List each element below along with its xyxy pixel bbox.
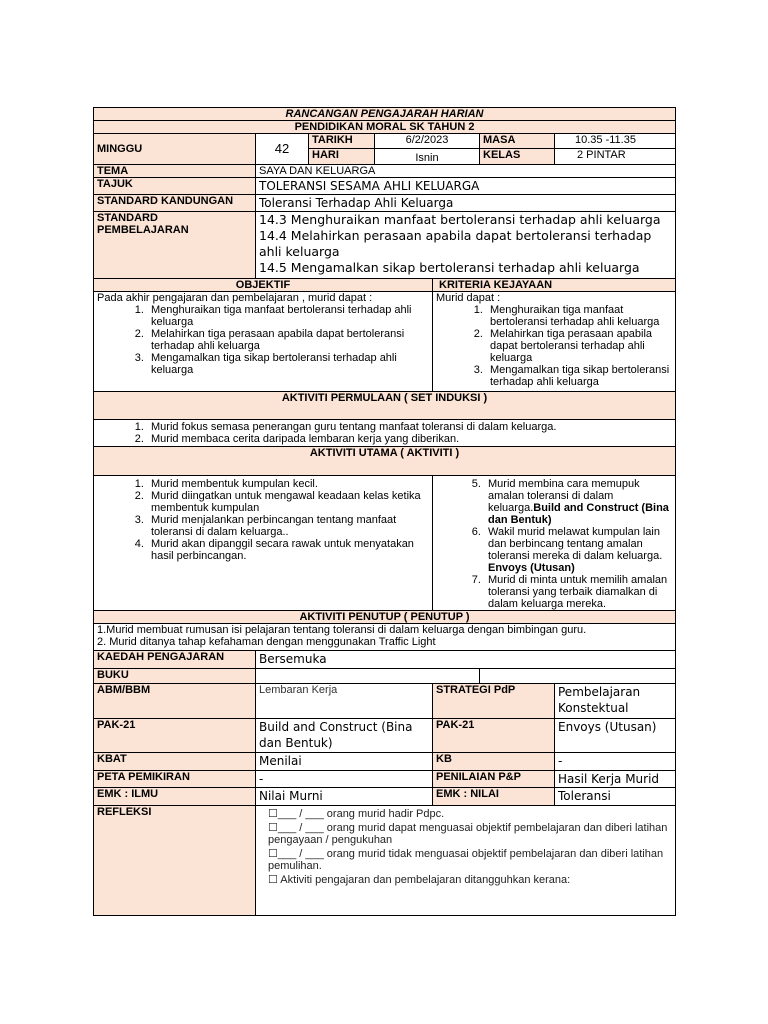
peta-label: PETA PEMIKIRAN: [94, 771, 256, 788]
hari-value: Isnin: [375, 149, 480, 165]
standard-kandungan-value: Toleransi Terhadap Ahli Keluarga: [256, 195, 676, 212]
tarikh-label: TARIKH: [309, 134, 375, 149]
sp-item: 14.4 Melahirkan perasaan apabila dapat bertoleransi terhadap ahli keluarga: [259, 228, 652, 259]
lesson-plan-table: [93, 107, 676, 916]
minggu-label: MINGGU: [94, 134, 256, 165]
utama-item: [484, 526, 672, 574]
minggu-value: 42: [256, 134, 309, 165]
objektif-item: 2. Melahirkan tiga perasaan apabila dapat bertoleransi terhadap ahli keluarga: [147, 328, 429, 352]
refleksi-cell: [256, 806, 676, 916]
document-subtitle: PENDIDIKAN MORAL SK TAHUN 2: [94, 121, 676, 134]
utama-item-strategy: Envoys (Utusan): [488, 562, 575, 574]
utama-item: 3. Murid menjalankan perbincangan tentang manfaat toleransi di dalam keluarga..: [147, 514, 429, 538]
buku-label: BUKU: [94, 669, 256, 684]
pak21-label-2: PAK-21: [433, 719, 555, 753]
refleksi-item: ☐___ / ___ orang murid dapat menguasai objektif pembelajaran dan diberi latihan pengayaan / pengukuhan: [268, 822, 668, 846]
kriteria-cell: [433, 292, 676, 392]
masa-label: MASA: [480, 134, 555, 149]
penilaian-value: Hasil Kerja Murid: [555, 771, 676, 788]
pak21-value-2: Envoys (Utusan): [555, 719, 676, 753]
tajuk-label: TAJUK: [94, 178, 256, 195]
penutup-cell: [94, 624, 676, 651]
refleksi-item: ☐ Aktiviti pengajaran dan pembelajaran ditangguhkan kerana:: [268, 874, 571, 886]
sp-item: 14.3 Menghuraikan manfaat bertoleransi terhadap ahli keluarga: [259, 212, 661, 227]
objektif-intro: Pada akhir pengajaran dan pembelajaran , murid dapat :: [97, 292, 373, 304]
emk-nilai-value: Toleransi: [555, 788, 676, 806]
permulaan-item: 2. Murid membaca cerita daripada lembaran kerja yang diberikan.: [147, 433, 672, 445]
kriteria-item: 1. Menghuraikan tiga manfaat bertoleransi terhadap ahli keluarga: [486, 304, 672, 328]
utama-item: 7. Murid di minta untuk memilih amalan toleransi yang terbaik diamalkan di dalam keluarga mereka.: [484, 574, 672, 610]
emk-ilmu-label: EMK : ILMU: [94, 788, 256, 806]
standard-kandungan-label: STANDARD KANDUNGAN: [94, 195, 256, 212]
objektif-item: 1. Menghuraikan tiga manfaat bertoleransi terhadap ahli keluarga: [147, 304, 429, 328]
kb-value: -: [555, 753, 676, 771]
tajuk-value: TOLERANSI SESAMA AHLI KELUARGA: [256, 178, 676, 195]
utama-item-strategy: Build and Construct (Bina dan Bentuk): [488, 502, 669, 526]
objektif-heading: OBJEKTIF: [94, 279, 433, 292]
kaedah-value: Bersemuka: [256, 651, 676, 669]
permulaan-cell: [94, 420, 676, 447]
kriteria-item: 2. Melahirkan tiga perasaan apabila dapat bertoleransi terhadap ahli keluarga: [486, 328, 672, 364]
standard-pembelajaran-list: [256, 212, 676, 279]
penutup-line: 2. Murid ditanya tahap kefahaman dengan menggunakan Traffic Light: [97, 636, 436, 648]
utama-item-text: Wakil murid melawat kumpulan lain dan berbincang tentang amalan toleransi mereka di dalam keluarga.: [488, 526, 663, 562]
refleksi-label: REFLEKSI: [94, 806, 256, 916]
buku-extra: [480, 669, 676, 684]
buku-value: [256, 669, 480, 684]
peta-value: -: [256, 771, 433, 788]
permulaan-heading: AKTIVITI PERMULAAN ( SET INDUKSI ): [94, 392, 676, 420]
strategi-label: STRATEGI PdP: [433, 684, 555, 719]
utama-item: 1. Murid membentuk kumpulan kecil.: [147, 478, 429, 490]
kaedah-label: KAEDAH PENGAJARAN: [94, 651, 256, 669]
abm-label: ABM/BBM: [94, 684, 256, 719]
penutup-heading: AKTIVITI PENUTUP ( PENUTUP ): [94, 611, 676, 624]
masa-value: 10.35 -11.35: [555, 134, 676, 149]
kriteria-heading: KRITERIA KEJAYAAN: [433, 279, 676, 292]
tema-value: SAYA DAN KELUARGA: [256, 165, 676, 178]
strategi-value: Pembelajaran Konstektual: [555, 684, 676, 719]
abm-value: Lembaran Kerja: [256, 684, 433, 719]
tarikh-value: 6/2/2023: [375, 134, 480, 149]
standard-pembelajaran-label: STANDARD PEMBELAJARAN: [94, 212, 256, 279]
refleksi-item: ☐___ / ___ orang murid tidak menguasai objektif pembelajaran dan diberi latihan pemulihan.: [268, 848, 664, 872]
kbat-label: KBAT: [94, 753, 256, 771]
hari-label: HARI: [309, 149, 375, 165]
document-title: RANCANGAN PENGAJARAH HARIAN: [94, 108, 676, 121]
lesson-plan-document: [93, 107, 675, 916]
utama-heading: AKTIVITI UTAMA ( AKTIVITI ): [94, 447, 676, 476]
utama-item: 4. Murid akan dipanggil secara rawak untuk menyatakan hasil perbincangan.: [147, 538, 429, 562]
utama-left-cell: [94, 476, 433, 611]
utama-item: [484, 478, 672, 526]
pak21-value: Build and Construct (Bina dan Bentuk): [256, 719, 433, 753]
kriteria-item: 3. Mengamalkan tiga sikap bertoleransi terhadap ahli keluarga: [486, 364, 672, 388]
penutup-line: 1.Murid membuat rumusan isi pelajaran tentang toleransi di dalam keluarga dengan bimbingan guru.: [97, 624, 587, 636]
objektif-cell: [94, 292, 433, 392]
kelas-label: KELAS: [480, 149, 555, 165]
kelas-value: 2 PINTAR: [555, 149, 676, 165]
permulaan-item: 1. Murid fokus semasa penerangan guru tentang manfaat toleransi di dalam keluarga.: [147, 421, 672, 433]
kbat-value: Menilai: [256, 753, 433, 771]
objektif-item: 3. Mengamalkan tiga sikap bertoleransi terhadap ahli keluarga: [147, 352, 429, 376]
penilaian-label: PENILAIAN P&P: [433, 771, 555, 788]
kriteria-intro: Murid dapat :: [436, 292, 501, 304]
emk-nilai-label: EMK : NILAI: [433, 788, 555, 806]
kb-label: KB: [433, 753, 555, 771]
refleksi-item: ☐___ / ___ orang murid hadir Pdpc.: [268, 808, 445, 820]
utama-item: 2. Murid diingatkan untuk mengawal keadaan kelas ketika membentuk kumpulan: [147, 490, 429, 514]
emk-ilmu-value: Nilai Murni: [256, 788, 433, 806]
utama-item-text: Murid membina cara memupuk amalan toleransi di dalam keluarga.: [488, 478, 640, 514]
utama-right-cell: [433, 476, 676, 611]
pak21-label: PAK-21: [94, 719, 256, 753]
sp-item: 14.5 Mengamalkan sikap bertoleransi terhadap ahli keluarga: [259, 260, 640, 275]
tema-label: TEMA: [94, 165, 256, 178]
